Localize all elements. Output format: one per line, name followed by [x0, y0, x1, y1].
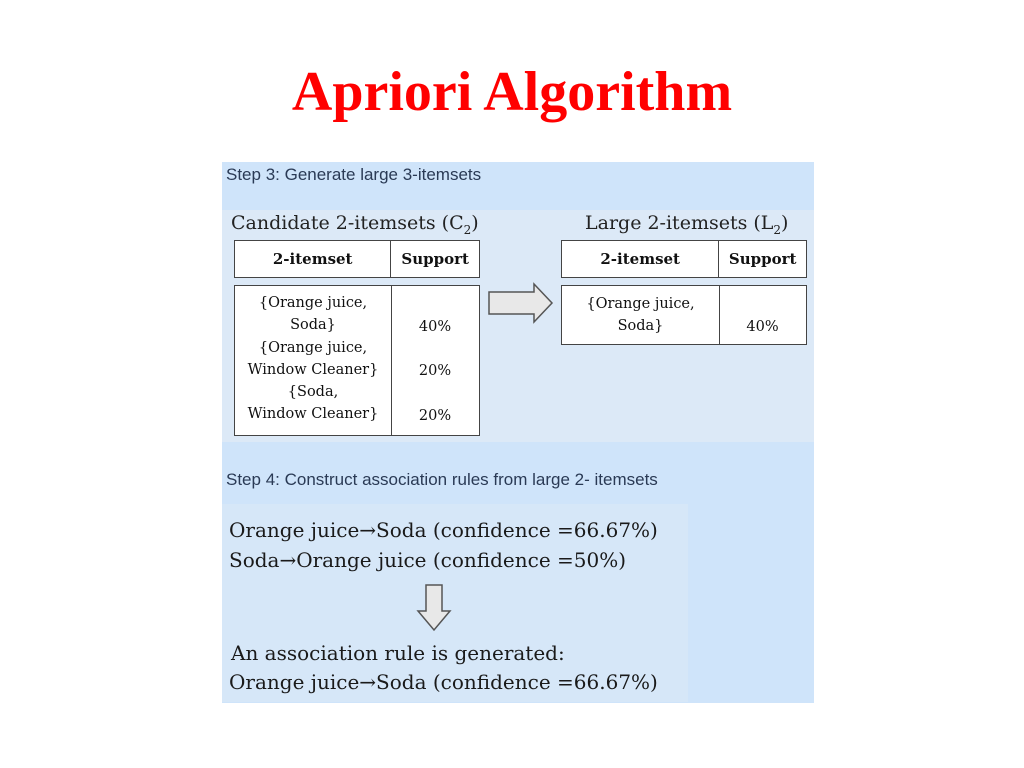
content-panel — [222, 162, 814, 703]
large-caption — [585, 212, 788, 237]
candidate-table-body — [234, 285, 480, 436]
step4-heading: Step 4: Construct association rules from large 2- itemsets — [226, 470, 658, 489]
large-header-support: Support — [728, 250, 797, 268]
result-label: An association rule is generated: — [231, 641, 565, 665]
table-cell: {Soda, — [287, 384, 339, 400]
large-header-itemset: 2-itemset — [562, 241, 719, 277]
candidate-table-header — [234, 240, 480, 278]
large-itemset-column — [562, 286, 720, 344]
table-cell: {Orange juice, — [586, 296, 695, 312]
rule-2: Soda→Orange juice (confidence =50%) — [229, 548, 627, 572]
right-arrow-icon — [488, 282, 554, 324]
large-support-column — [720, 286, 805, 344]
table-cell: Window Cleaner} — [247, 362, 379, 378]
rule-1: Orange juice→Soda (confidence =66.67%) — [229, 518, 658, 542]
table-cell: 20% — [418, 363, 452, 379]
large-caption-end: ) — [781, 212, 789, 234]
candidate-caption — [231, 212, 479, 237]
candidate-header-itemset: 2-itemset — [235, 241, 391, 277]
step3-heading: Step 3: Generate large 3-itemsets — [226, 165, 482, 184]
candidate-header-support: Support — [401, 250, 469, 268]
table-cell: {Orange juice, — [258, 340, 368, 356]
slide-title: Apriori Algorithm — [291, 61, 733, 123]
table-cell: 20% — [418, 408, 452, 424]
table-cell: 40% — [746, 319, 779, 335]
candidate-support-column — [392, 286, 478, 435]
result-rule: Orange juice→Soda (confidence =66.67%) — [229, 670, 658, 694]
large-table-header — [561, 240, 807, 278]
candidate-caption-text: Candidate 2-itemsets (C — [231, 212, 464, 234]
table-cell: 40% — [418, 319, 452, 335]
down-arrow-icon — [416, 584, 452, 632]
candidate-caption-sub: 2 — [463, 222, 472, 237]
candidate-caption-end: ) — [471, 212, 479, 234]
candidate-itemset-column — [235, 286, 392, 435]
large-caption-sub: 2 — [773, 222, 782, 237]
large-table-body — [561, 285, 807, 345]
table-cell: Window Cleaner} — [247, 406, 379, 422]
large-caption-text: Large 2-itemsets (L — [585, 212, 774, 234]
table-cell: Soda} — [617, 318, 664, 334]
table-cell: Soda} — [290, 317, 336, 333]
table-cell: {Orange juice, — [258, 295, 368, 311]
